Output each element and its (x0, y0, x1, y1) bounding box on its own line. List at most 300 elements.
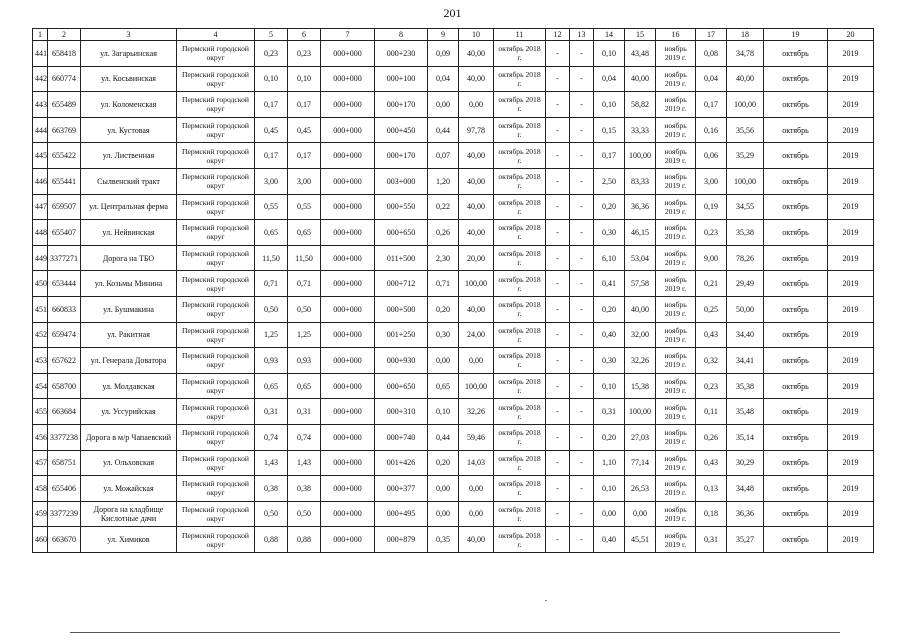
cell-month-c: октябрь (764, 527, 828, 553)
cell-row-number: 448 (33, 220, 48, 246)
table-row (33, 527, 874, 553)
cell-month-b: ноябрь 2019 г. (656, 501, 696, 527)
cell-row-number: 453 (33, 348, 48, 374)
table-row (33, 322, 874, 348)
cell-end-km: 003+000 (375, 168, 428, 194)
cell-value-c: 0,17 (696, 92, 727, 118)
cell-value-c: 0,26 (696, 424, 727, 450)
cell-road-id: 663670 (48, 527, 81, 553)
cell-month-c: октябрь (764, 322, 828, 348)
cell-month-b: ноябрь 2019 г. (656, 220, 696, 246)
cell-start-km: 000+000 (321, 271, 375, 297)
cell-dash-a: - (546, 527, 570, 553)
table-row (33, 168, 874, 194)
cell-length-repair: 0,17 (288, 92, 321, 118)
cell-length-repair: 11,50 (288, 245, 321, 271)
cell-dash-b: - (570, 476, 594, 502)
cell-month-b: ноябрь 2019 г. (656, 194, 696, 220)
cell-percent-b: 57,58 (625, 271, 656, 297)
cell-dash-a: - (546, 424, 570, 450)
cell-owner: Пермский городской округ (177, 399, 255, 425)
cell-end-km: 000+930 (375, 348, 428, 374)
cell-month-c: октябрь (764, 245, 828, 271)
cell-percent-c: 50,00 (727, 296, 764, 322)
cell-dash-b: - (570, 271, 594, 297)
cell-percent-b: 45,51 (625, 527, 656, 553)
cell-percent-c: 34,48 (727, 476, 764, 502)
cell-percent-c: 35,14 (727, 424, 764, 450)
cell-length-repair: 0,50 (288, 501, 321, 527)
cell-percent-c: 29,49 (727, 271, 764, 297)
cell-value-b: 0,15 (594, 117, 625, 143)
cell-month-c: октябрь (764, 399, 828, 425)
cell-start-km: 000+000 (321, 143, 375, 169)
header-row (33, 29, 874, 41)
cell-road-name: ул. Молдавская (81, 373, 177, 399)
cell-value-b: 0,10 (594, 476, 625, 502)
cell-percent-b: 15,38 (625, 373, 656, 399)
cell-percent-a: 20,00 (459, 245, 494, 271)
cell-value-a: 0,00 (428, 501, 459, 527)
cell-dash-b: - (570, 399, 594, 425)
cell-road-name: ул. Лиственная (81, 143, 177, 169)
cell-length-total: 0,93 (255, 348, 288, 374)
cell-value-a: 1,20 (428, 168, 459, 194)
cell-owner: Пермский городской округ (177, 66, 255, 92)
cell-month-c: октябрь (764, 450, 828, 476)
cell-year-c: 2019 (828, 194, 874, 220)
cell-year-c: 2019 (828, 527, 874, 553)
cell-month-b: ноябрь 2019 г. (656, 66, 696, 92)
cell-value-a: 0,30 (428, 322, 459, 348)
cell-value-a: 0,00 (428, 348, 459, 374)
cell-percent-b: 58,82 (625, 92, 656, 118)
column-header: 17 (696, 29, 727, 41)
column-header: 2 (48, 29, 81, 41)
cell-road-id: 3377271 (48, 245, 81, 271)
cell-road-name: ул. Козьмы Минина (81, 271, 177, 297)
table-row (33, 450, 874, 476)
cell-road-id: 657622 (48, 348, 81, 374)
table-row (33, 143, 874, 169)
cell-month-a: октябрь 2018 г. (494, 92, 546, 118)
cell-length-total: 0,10 (255, 66, 288, 92)
cell-owner: Пермский городской округ (177, 527, 255, 553)
cell-value-b: 0,20 (594, 194, 625, 220)
cell-start-km: 000+000 (321, 168, 375, 194)
cell-percent-b: 43,48 (625, 41, 656, 67)
cell-road-name: ул. Химиков (81, 527, 177, 553)
cell-value-a: 0,20 (428, 450, 459, 476)
cell-dash-a: - (546, 117, 570, 143)
cell-month-c: октябрь (764, 373, 828, 399)
cell-dash-a: - (546, 168, 570, 194)
cell-length-repair: 0,74 (288, 424, 321, 450)
cell-row-number: 452 (33, 322, 48, 348)
cell-month-b: ноябрь 2019 г. (656, 373, 696, 399)
cell-row-number: 449 (33, 245, 48, 271)
cell-value-a: 0,00 (428, 92, 459, 118)
cell-month-c: октябрь (764, 194, 828, 220)
cell-month-b: ноябрь 2019 г. (656, 424, 696, 450)
cell-value-a: 0,65 (428, 373, 459, 399)
cell-length-total: 0,50 (255, 501, 288, 527)
cell-row-number: 456 (33, 424, 48, 450)
cell-percent-b: 46,15 (625, 220, 656, 246)
cell-owner: Пермский городской округ (177, 348, 255, 374)
cell-dash-b: - (570, 41, 594, 67)
cell-length-total: 0,65 (255, 373, 288, 399)
column-header: 20 (828, 29, 874, 41)
cell-row-number: 454 (33, 373, 48, 399)
cell-start-km: 000+000 (321, 476, 375, 502)
cell-length-repair: 0,65 (288, 373, 321, 399)
cell-value-a: 0,04 (428, 66, 459, 92)
cell-start-km: 000+000 (321, 399, 375, 425)
cell-end-km: 000+310 (375, 399, 428, 425)
cell-month-a: октябрь 2018 г. (494, 322, 546, 348)
cell-end-km: 000+377 (375, 476, 428, 502)
cell-start-km: 000+000 (321, 527, 375, 553)
cell-owner: Пермский городской округ (177, 143, 255, 169)
cell-length-total: 0,50 (255, 296, 288, 322)
cell-value-c: 0,19 (696, 194, 727, 220)
cell-value-b: 0,30 (594, 220, 625, 246)
column-header: 16 (656, 29, 696, 41)
cell-month-c: октябрь (764, 424, 828, 450)
cell-dash-b: - (570, 143, 594, 169)
cell-percent-b: 77,14 (625, 450, 656, 476)
cell-year-c: 2019 (828, 168, 874, 194)
cell-road-id: 655407 (48, 220, 81, 246)
cell-percent-a: 0,00 (459, 501, 494, 527)
table-row (33, 399, 874, 425)
cell-dash-a: - (546, 66, 570, 92)
cell-dash-a: - (546, 92, 570, 118)
cell-road-id: 3377238 (48, 424, 81, 450)
cell-road-name: ул. Нейвинская (81, 220, 177, 246)
cell-length-repair: 0,71 (288, 271, 321, 297)
cell-month-b: ноябрь 2019 г. (656, 476, 696, 502)
cell-owner: Пермский городской округ (177, 373, 255, 399)
cell-length-repair: 0,23 (288, 41, 321, 67)
scan-speck (545, 600, 547, 601)
table-row (33, 194, 874, 220)
cell-month-c: октябрь (764, 66, 828, 92)
cell-value-c: 0,13 (696, 476, 727, 502)
cell-percent-a: 24,00 (459, 322, 494, 348)
cell-percent-b: 40,00 (625, 66, 656, 92)
table-row (33, 117, 874, 143)
cell-row-number: 451 (33, 296, 48, 322)
cell-row-number: 445 (33, 143, 48, 169)
cell-end-km: 000+170 (375, 143, 428, 169)
cell-value-c: 0,23 (696, 373, 727, 399)
cell-percent-c: 30,29 (727, 450, 764, 476)
cell-row-number: 447 (33, 194, 48, 220)
cell-dash-b: - (570, 194, 594, 220)
cell-year-c: 2019 (828, 117, 874, 143)
cell-percent-a: 40,00 (459, 527, 494, 553)
cell-percent-b: 0,00 (625, 501, 656, 527)
cell-year-c: 2019 (828, 143, 874, 169)
cell-month-b: ноябрь 2019 г. (656, 322, 696, 348)
table-row (33, 348, 874, 374)
cell-value-a: 0,44 (428, 117, 459, 143)
cell-percent-c: 35,56 (727, 117, 764, 143)
cell-length-repair: 1,43 (288, 450, 321, 476)
cell-dash-b: - (570, 424, 594, 450)
cell-month-c: октябрь (764, 296, 828, 322)
cell-road-name: ул. Коломенская (81, 92, 177, 118)
cell-year-c: 2019 (828, 92, 874, 118)
cell-value-b: 2,50 (594, 168, 625, 194)
cell-month-a: октябрь 2018 г. (494, 245, 546, 271)
cell-dash-b: - (570, 348, 594, 374)
column-header: 1 (33, 29, 48, 41)
cell-value-c: 0,21 (696, 271, 727, 297)
cell-length-repair: 0,17 (288, 143, 321, 169)
cell-value-b: 0,10 (594, 92, 625, 118)
cell-end-km: 011+500 (375, 245, 428, 271)
cell-row-number: 455 (33, 399, 48, 425)
cell-end-km: 000+879 (375, 527, 428, 553)
cell-year-c: 2019 (828, 245, 874, 271)
cell-owner: Пермский городской округ (177, 322, 255, 348)
cell-month-a: октябрь 2018 г. (494, 399, 546, 425)
cell-value-c: 0,06 (696, 143, 727, 169)
table-row (33, 501, 874, 527)
cell-value-c: 0,04 (696, 66, 727, 92)
cell-length-repair: 0,88 (288, 527, 321, 553)
cell-road-name: Дорога на ТБО (81, 245, 177, 271)
cell-owner: Пермский городской округ (177, 220, 255, 246)
column-header: 3 (81, 29, 177, 41)
cell-month-a: октябрь 2018 г. (494, 41, 546, 67)
column-header: 11 (494, 29, 546, 41)
cell-month-a: октябрь 2018 г. (494, 424, 546, 450)
cell-dash-a: - (546, 296, 570, 322)
data-table (32, 28, 874, 553)
cell-month-c: октябрь (764, 92, 828, 118)
cell-owner: Пермский городской округ (177, 501, 255, 527)
cell-dash-b: - (570, 527, 594, 553)
cell-value-b: 0,17 (594, 143, 625, 169)
table-row (33, 220, 874, 246)
column-header: 5 (255, 29, 288, 41)
cell-road-id: 658751 (48, 450, 81, 476)
cell-length-total: 0,88 (255, 527, 288, 553)
cell-length-repair: 0,65 (288, 220, 321, 246)
cell-owner: Пермский городской округ (177, 194, 255, 220)
cell-dash-b: - (570, 220, 594, 246)
table-row (33, 296, 874, 322)
cell-end-km: 000+230 (375, 41, 428, 67)
cell-percent-a: 59,46 (459, 424, 494, 450)
cell-length-total: 0,71 (255, 271, 288, 297)
column-header: 18 (727, 29, 764, 41)
cell-end-km: 001+426 (375, 450, 428, 476)
cell-end-km: 000+170 (375, 92, 428, 118)
cell-dash-a: - (546, 450, 570, 476)
cell-road-name: ул. Уссурийская (81, 399, 177, 425)
cell-percent-b: 32,00 (625, 322, 656, 348)
cell-value-c: 3,00 (696, 168, 727, 194)
cell-length-repair: 0,45 (288, 117, 321, 143)
cell-percent-b: 100,00 (625, 143, 656, 169)
cell-month-b: ноябрь 2019 г. (656, 41, 696, 67)
cell-percent-b: 53,04 (625, 245, 656, 271)
cell-percent-a: 100,00 (459, 271, 494, 297)
cell-month-c: октябрь (764, 501, 828, 527)
cell-length-total: 0,74 (255, 424, 288, 450)
cell-month-b: ноябрь 2019 г. (656, 92, 696, 118)
cell-value-c: 0,31 (696, 527, 727, 553)
cell-percent-c: 35,48 (727, 399, 764, 425)
cell-end-km: 000+650 (375, 220, 428, 246)
cell-end-km: 000+740 (375, 424, 428, 450)
cell-dash-a: - (546, 476, 570, 502)
cell-percent-b: 40,00 (625, 296, 656, 322)
cell-percent-a: 0,00 (459, 476, 494, 502)
cell-month-a: октябрь 2018 г. (494, 271, 546, 297)
cell-percent-c: 35,27 (727, 527, 764, 553)
cell-percent-a: 40,00 (459, 143, 494, 169)
cell-owner: Пермский городской округ (177, 450, 255, 476)
column-header: 15 (625, 29, 656, 41)
column-header: 12 (546, 29, 570, 41)
cell-start-km: 000+000 (321, 92, 375, 118)
cell-value-c: 0,11 (696, 399, 727, 425)
cell-value-b: 0,20 (594, 424, 625, 450)
table-row (33, 271, 874, 297)
cell-dash-a: - (546, 41, 570, 67)
cell-percent-a: 40,00 (459, 66, 494, 92)
table-row (33, 424, 874, 450)
cell-end-km: 000+450 (375, 117, 428, 143)
table-row (33, 92, 874, 118)
cell-road-id: 663684 (48, 399, 81, 425)
cell-percent-c: 100,00 (727, 168, 764, 194)
cell-month-a: октябрь 2018 г. (494, 373, 546, 399)
column-header: 7 (321, 29, 375, 41)
cell-end-km: 000+650 (375, 373, 428, 399)
cell-start-km: 000+000 (321, 194, 375, 220)
cell-dash-b: - (570, 322, 594, 348)
column-header: 19 (764, 29, 828, 41)
cell-percent-b: 32,26 (625, 348, 656, 374)
cell-month-b: ноябрь 2019 г. (656, 117, 696, 143)
cell-dash-b: - (570, 66, 594, 92)
cell-length-total: 0,65 (255, 220, 288, 246)
cell-month-a: октябрь 2018 г. (494, 450, 546, 476)
cell-owner: Пермский городской округ (177, 424, 255, 450)
cell-dash-b: - (570, 245, 594, 271)
cell-percent-b: 33,33 (625, 117, 656, 143)
cell-start-km: 000+000 (321, 501, 375, 527)
cell-length-total: 0,31 (255, 399, 288, 425)
cell-road-id: 660833 (48, 296, 81, 322)
cell-owner: Пермский городской округ (177, 92, 255, 118)
cell-road-id: 655406 (48, 476, 81, 502)
cell-percent-c: 35,29 (727, 143, 764, 169)
cell-owner: Пермский городской округ (177, 296, 255, 322)
cell-month-c: октябрь (764, 220, 828, 246)
cell-length-repair: 3,00 (288, 168, 321, 194)
cell-length-total: 3,00 (255, 168, 288, 194)
cell-value-b: 0,41 (594, 271, 625, 297)
column-header: 4 (177, 29, 255, 41)
cell-dash-b: - (570, 117, 594, 143)
cell-percent-a: 40,00 (459, 168, 494, 194)
cell-road-name: ул. Кустовая (81, 117, 177, 143)
cell-length-repair: 1,25 (288, 322, 321, 348)
cell-month-b: ноябрь 2019 г. (656, 348, 696, 374)
cell-dash-a: - (546, 194, 570, 220)
cell-value-c: 0,43 (696, 322, 727, 348)
cell-percent-c: 34,41 (727, 348, 764, 374)
cell-month-a: октябрь 2018 г. (494, 194, 546, 220)
page-bottom-rule (70, 632, 840, 633)
cell-month-c: октябрь (764, 348, 828, 374)
cell-month-b: ноябрь 2019 г. (656, 271, 696, 297)
cell-road-name: ул. Ольховская (81, 450, 177, 476)
cell-percent-c: 36,36 (727, 501, 764, 527)
cell-month-c: октябрь (764, 476, 828, 502)
cell-percent-a: 40,00 (459, 220, 494, 246)
cell-owner: Пермский городской округ (177, 168, 255, 194)
cell-end-km: 000+500 (375, 296, 428, 322)
cell-start-km: 000+000 (321, 41, 375, 67)
cell-row-number: 450 (33, 271, 48, 297)
cell-month-c: октябрь (764, 143, 828, 169)
cell-value-a: 0,10 (428, 399, 459, 425)
cell-end-km: 000+495 (375, 501, 428, 527)
table-row (33, 476, 874, 502)
cell-percent-a: 0,00 (459, 92, 494, 118)
cell-value-a: 0,26 (428, 220, 459, 246)
cell-road-id: 655422 (48, 143, 81, 169)
cell-start-km: 000+000 (321, 245, 375, 271)
cell-owner: Пермский городской округ (177, 117, 255, 143)
cell-value-a: 0,07 (428, 143, 459, 169)
cell-value-b: 0,20 (594, 296, 625, 322)
cell-percent-a: 14,03 (459, 450, 494, 476)
cell-length-repair: 0,38 (288, 476, 321, 502)
cell-year-c: 2019 (828, 424, 874, 450)
cell-start-km: 000+000 (321, 424, 375, 450)
cell-length-total: 0,38 (255, 476, 288, 502)
cell-percent-a: 0,00 (459, 348, 494, 374)
cell-month-b: ноябрь 2019 г. (656, 245, 696, 271)
cell-road-name: ул. Косьвинская (81, 66, 177, 92)
cell-end-km: 001+250 (375, 322, 428, 348)
cell-owner: Пермский городской округ (177, 41, 255, 67)
cell-month-b: ноябрь 2019 г. (656, 168, 696, 194)
cell-percent-a: 40,00 (459, 41, 494, 67)
cell-dash-a: - (546, 271, 570, 297)
cell-month-a: октябрь 2018 г. (494, 220, 546, 246)
cell-length-total: 0,23 (255, 41, 288, 67)
cell-start-km: 000+000 (321, 117, 375, 143)
cell-value-a: 0,71 (428, 271, 459, 297)
cell-length-repair: 0,93 (288, 348, 321, 374)
cell-start-km: 000+000 (321, 66, 375, 92)
cell-length-total: 0,17 (255, 143, 288, 169)
cell-road-id: 659507 (48, 194, 81, 220)
cell-row-number: 446 (33, 168, 48, 194)
cell-value-a: 0,09 (428, 41, 459, 67)
